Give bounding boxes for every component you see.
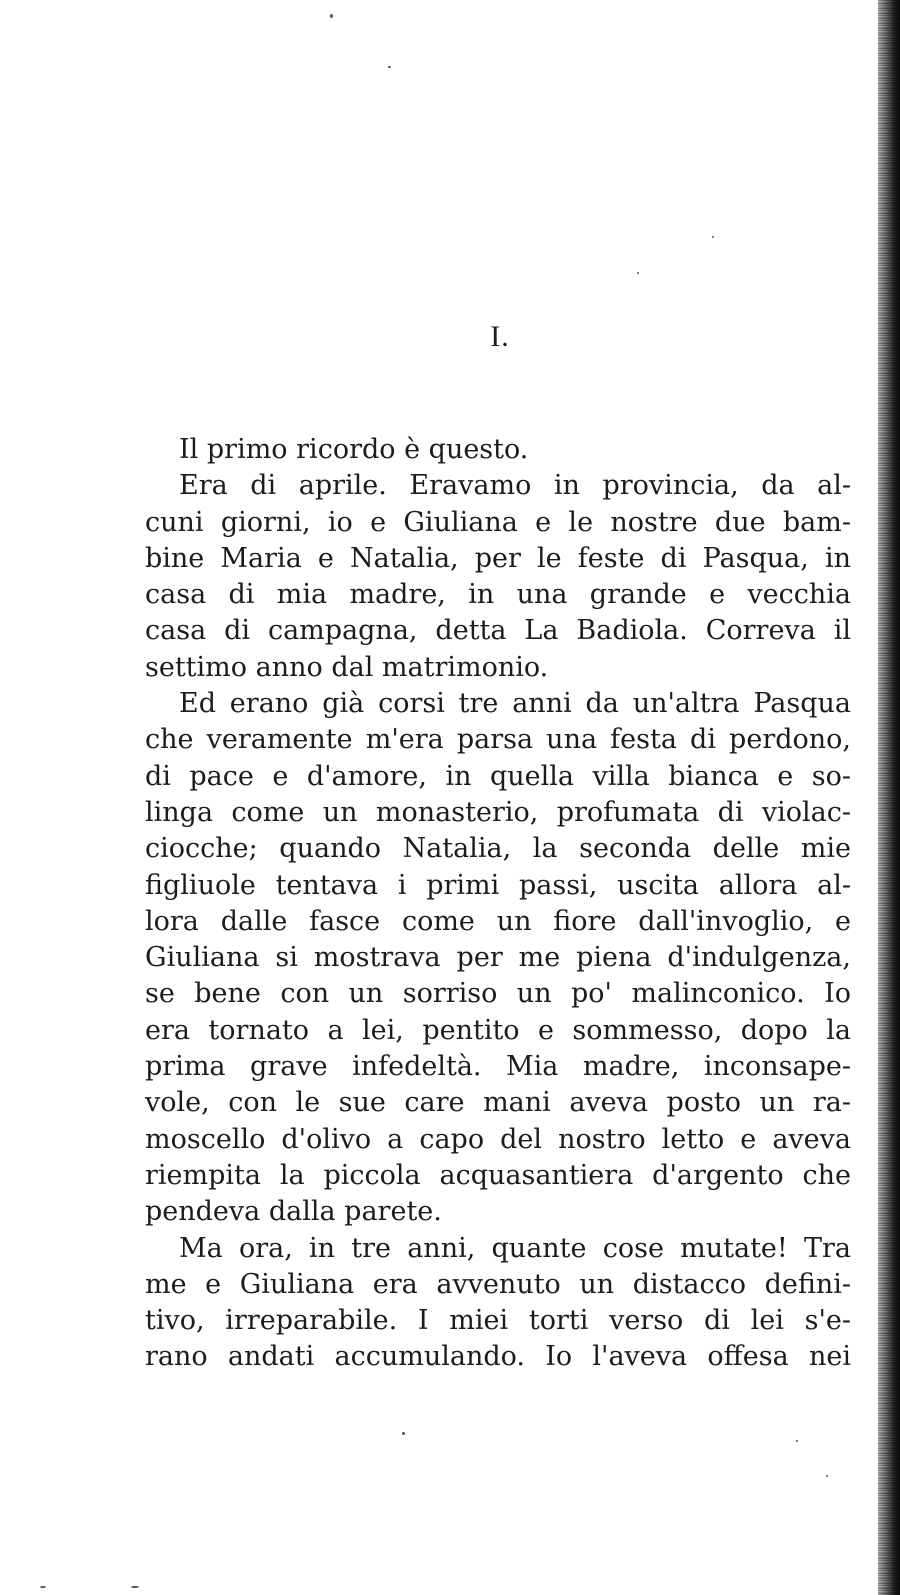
text-line: Ma ora, in tre anni, quante cose mutate! Tra [179, 1232, 851, 1264]
text-line: casa di mia madre, in una grande e vecchia [145, 579, 851, 611]
text-line: Il primo ricordo è questo. [179, 434, 529, 465]
text-line: me e Giuliana era avvenuto un distacco defini- [145, 1268, 851, 1300]
text-line: cuni giorni, io e Giuliana e le nostre due bam- [145, 506, 851, 538]
scan-speck [796, 1440, 798, 1442]
text-line: settimo anno dal matrimonio. [145, 651, 549, 683]
body-text [145, 432, 851, 1376]
text-line: era tornato a lei, pentito e sommesso, dopo la [145, 1014, 851, 1046]
text-line: ciocche; quando Natalia, la seconda delle mie [145, 833, 851, 865]
text-line: riempita la piccola acquasantiera d'argento che [145, 1159, 851, 1191]
scan-speck [402, 1432, 405, 1435]
text-line: prima grave infedeltà. Mia madre, inconsape- [145, 1051, 851, 1083]
text-line: figliuole tentava i primi passi, uscita allora al- [145, 869, 851, 901]
scan-speck [131, 1586, 139, 1588]
scan-speck [330, 14, 333, 18]
text-line: di pace e d'amore, in quella villa bianca e so- [145, 760, 851, 792]
text-line: vole, con le sue care mani aveva posto un ra- [145, 1087, 851, 1119]
text-line: Giuliana si mostrava per me piena d'indulgenza, [145, 942, 851, 974]
text-line: che veramente m'era parsa una festa di perdono, [145, 724, 851, 756]
text-line: lora dalle fasce come un fiore dall'invoglio, e [145, 905, 851, 937]
text-line: rano andati accumulando. Io l'aveva offesa nei [145, 1341, 851, 1373]
text-line: pendeva dalla parete. [145, 1196, 442, 1228]
scan-speck [826, 1475, 828, 1477]
text-line: moscello d'olivo a capo del nostro letto e aveva [145, 1123, 851, 1155]
text-line: Ed erano già corsi tre anni da un'altra Pasqua [179, 688, 851, 720]
text-line: Era di aprile. Eravamo in provincia, da al- [179, 470, 851, 502]
page-edge-shadow [878, 0, 900, 1595]
text-line: linga come un monasterio, profumata di violac- [145, 796, 851, 828]
text-line: casa di campagna, detta La Badiola. Correva il [145, 615, 851, 647]
text-line: bine Maria e Natalia, per le feste di Pasqua, in [145, 542, 851, 574]
scan-speck [637, 272, 639, 274]
scan-speck [388, 66, 391, 68]
chapter-number: I. [490, 320, 510, 353]
text-line: se bene con un sorriso un po' malinconico. Io [145, 978, 851, 1010]
text-line: tivo, irreparabile. I miei torti verso di lei s'e- [145, 1305, 851, 1337]
scan-speck [40, 1586, 46, 1588]
scan-speck [712, 236, 714, 238]
